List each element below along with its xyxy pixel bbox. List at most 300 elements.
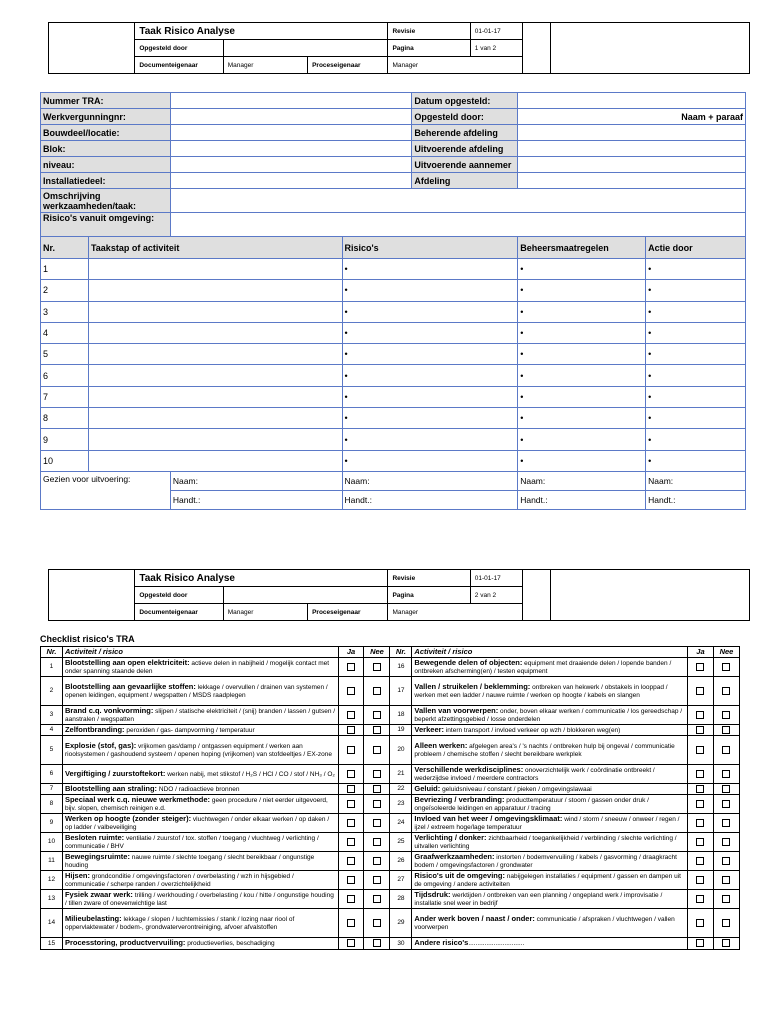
nee-checkbox[interactable]: [373, 857, 381, 865]
ja-checkbox[interactable]: [347, 895, 355, 903]
item-text: werken nabij, met stikstof / H₂S / HCl / CO / stof / NH₃ / O₂: [165, 770, 335, 778]
naam-label-3: Naam:: [518, 471, 646, 490]
item-text: trilling / werkhouding / overbelasting / kou / hitte / ongunstige houding / tillen zware of onevenwichtige last: [64, 891, 334, 907]
checklist-row: [41, 814, 740, 833]
omschrijving-field[interactable]: [170, 189, 745, 213]
ja-checkbox[interactable]: [347, 711, 355, 719]
risico-field[interactable]: [342, 386, 518, 407]
uitvoerende-afdeling-field[interactable]: [518, 141, 746, 157]
item-name: Blootstelling aan open elektriciteit:: [64, 657, 190, 667]
item-name: Fysiek zwaar werk:: [64, 889, 133, 899]
ja-checkbox[interactable]: [696, 785, 704, 793]
handt-label-3: Handt.:: [518, 490, 646, 509]
item-text: zichtbaarheid / toegankelijkheid / verblinding / slechte verlichting / uitvallen verlichting: [414, 834, 677, 850]
item-text: slijpen / statische elektriciteit / (snij) branden / lassen / gutsen / aanstralen / wegspatten: [64, 707, 336, 723]
nee-checkbox[interactable]: [373, 919, 381, 927]
actie-door-field[interactable]: [646, 386, 746, 407]
risicos-omgeving-label: Risico's vanuit omgeving:: [41, 213, 171, 237]
actie-door-field[interactable]: [646, 301, 746, 322]
actie-door-field[interactable]: [646, 429, 746, 450]
ja-checkbox[interactable]: [347, 819, 355, 827]
ja-checkbox[interactable]: [696, 746, 704, 754]
taakstap-field[interactable]: [88, 280, 342, 301]
opgesteld-value: [223, 40, 388, 57]
item-name: Speciaal werk c.q. nieuwe werkmethode:: [64, 794, 211, 804]
item-number: 19: [390, 725, 412, 736]
tra-form: [40, 92, 746, 510]
beheersmaatregel-field[interactable]: [518, 386, 646, 407]
item-text: wind / storm / sneeuw / onweer / regen / ijzel / extreem hoge/lage temperatuur: [414, 815, 680, 831]
proceseigenaar-value: Manager: [388, 57, 523, 74]
ja-checkbox[interactable]: [347, 687, 355, 695]
item-name: Tijdsdruk:: [414, 889, 451, 899]
item-description: [412, 658, 688, 677]
nee-checkbox[interactable]: [722, 746, 730, 754]
item-number: 20: [390, 736, 412, 765]
nee-checkbox[interactable]: [722, 726, 730, 734]
bullet: •: [344, 285, 348, 296]
bullet: •: [648, 391, 652, 402]
item-number: 7: [41, 784, 63, 795]
ja-checkbox[interactable]: [696, 838, 704, 846]
nee-checkbox[interactable]: [373, 726, 381, 734]
beheersmaatregel-field[interactable]: [518, 429, 646, 450]
risico-field[interactable]: [342, 365, 518, 386]
item-name: Blootstelling aan gevaarlijke stoffen:: [64, 681, 196, 691]
ja-checkbox[interactable]: [696, 819, 704, 827]
item-text: lekkage / overvullen / drainen van systemen / openen leidingen, equipment / wegspatten / MSDS raadplegen: [64, 683, 328, 699]
checklist-row: [41, 938, 740, 950]
nee-checkbox[interactable]: [373, 687, 381, 695]
item-description: [412, 795, 688, 814]
item-text: ...............................: [468, 940, 525, 947]
col-ja: Ja: [687, 647, 713, 658]
item-text: lekkage / slopen / luchtemissies / stank / lozing naar riool of oppervlaktewater / bodem-, grondwaterverontreiniging, afvoer afvalstoffen: [64, 915, 295, 931]
col-nr: Nr.: [41, 237, 89, 259]
taakstap-field[interactable]: [88, 408, 342, 429]
ja-checkbox[interactable]: [347, 746, 355, 754]
row-number: 8: [41, 408, 89, 429]
item-number: 29: [390, 909, 412, 938]
actie-door-field[interactable]: [646, 259, 746, 280]
item-name: Risico's uit de omgeving:: [414, 870, 505, 880]
checklist-row: [41, 765, 740, 784]
taakstap-field[interactable]: [88, 365, 342, 386]
actie-door-field[interactable]: [646, 280, 746, 301]
item-name: Vallen / struikelen / beklemming:: [414, 681, 531, 691]
actie-door-field[interactable]: [646, 365, 746, 386]
bullet: •: [648, 413, 652, 424]
nummer-tra-field[interactable]: [170, 93, 411, 109]
document-header-page-2: [48, 569, 750, 621]
bullet: •: [520, 328, 524, 339]
beheersmaatregel-field[interactable]: [518, 259, 646, 280]
bullet: •: [344, 370, 348, 381]
checklist-row: [41, 852, 740, 871]
item-name: Werken op hoogte (zonder steiger):: [64, 813, 192, 823]
risico-field[interactable]: [342, 450, 518, 471]
item-name: Bewegende delen of objecten:: [414, 657, 523, 667]
werkvergunning-label: Werkvergunningnr:: [41, 109, 171, 125]
row-number: 4: [41, 322, 89, 343]
risico-field[interactable]: [342, 301, 518, 322]
nee-checkbox[interactable]: [722, 711, 730, 719]
item-text: ontbreken van hekwerk / obstakels in looppad / werken met een ladder / nauwe ruimte / werken op hoogte / kabels en slangen: [414, 683, 668, 699]
col-actie-door: Actie door: [646, 237, 746, 259]
afdeling-field[interactable]: [518, 173, 746, 189]
omschrijving-label: Omschrijving werkzaamheden/taak:: [41, 189, 171, 213]
bullet: •: [344, 434, 348, 445]
nee-checkbox[interactable]: [722, 687, 730, 695]
tra-row: [41, 365, 746, 386]
ja-checkbox[interactable]: [347, 876, 355, 884]
ja-checkbox[interactable]: [347, 939, 355, 947]
row-number: 10: [41, 450, 89, 471]
checklist-table: [40, 646, 740, 950]
beherende-afdeling-field[interactable]: [518, 125, 746, 141]
nee-checkbox[interactable]: [722, 663, 730, 671]
nee-checkbox[interactable]: [722, 939, 730, 947]
item-description: [412, 938, 688, 950]
bullet: •: [648, 370, 652, 381]
item-text: nauwe ruimte / slechte toegang / slecht bereikbaar / ongunstige houding: [64, 853, 315, 869]
niveau-field[interactable]: [170, 157, 411, 173]
col-nee: Nee: [713, 647, 739, 658]
item-text: grondconditie / omgevingsfactoren / overbelasting / wzh in hijsgebied / communicatie / scherpe randen / overzichtelijkheid: [64, 872, 294, 888]
bullet: •: [520, 391, 524, 402]
actie-door-field[interactable]: [646, 408, 746, 429]
document-title: Taak Risico Analyse: [135, 570, 388, 587]
actie-door-field[interactable]: [646, 450, 746, 471]
bullet: •: [520, 264, 524, 275]
taakstap-field[interactable]: [88, 344, 342, 365]
item-number: 1: [41, 658, 63, 677]
item-text: productieverlies, beschadiging: [185, 940, 275, 947]
taakstap-field[interactable]: [88, 322, 342, 343]
bullet: •: [344, 264, 348, 275]
bouwdeel-field[interactable]: [170, 125, 411, 141]
actie-door-field[interactable]: [646, 322, 746, 343]
item-number: 6: [41, 765, 63, 784]
item-description: [62, 706, 338, 725]
nee-checkbox[interactable]: [373, 746, 381, 754]
item-number: 28: [390, 890, 412, 909]
item-name: Geluid:: [414, 783, 441, 793]
item-description: [412, 814, 688, 833]
nee-checkbox[interactable]: [373, 895, 381, 903]
checklist-row: [41, 909, 740, 938]
ja-checkbox[interactable]: [696, 726, 704, 734]
item-number: 18: [390, 706, 412, 725]
item-number: 13: [41, 890, 63, 909]
nee-checkbox[interactable]: [722, 838, 730, 846]
uitvoerende-afdeling-label: Uitvoerende afdeling: [412, 141, 518, 157]
item-text: onoverzichtelijk werk / coördinatie ontbreekt / wederzijdse invloed / meerdere contractors: [414, 766, 655, 782]
item-description: [62, 833, 338, 852]
nee-checkbox[interactable]: [373, 711, 381, 719]
risicos-omgeving-field[interactable]: [170, 213, 745, 237]
bullet: •: [344, 391, 348, 402]
uitvoerende-aannemer-field[interactable]: [518, 157, 746, 173]
item-description: [412, 871, 688, 890]
item-text: afgelegen area's / 's nachts / ontbreken hulp bij ongeval / communicatie probleem / chemische stoffen / slecht bereikbare werkplek: [414, 742, 675, 758]
tra-row: [41, 301, 746, 322]
bullet: •: [520, 434, 524, 445]
col-beheersmaatregelen: Beheersmaatregelen: [518, 237, 646, 259]
risico-field[interactable]: [342, 344, 518, 365]
naam-label-2: Naam:: [342, 471, 518, 490]
item-name: Brand c.q. vonkvorming:: [64, 705, 154, 715]
installatiedeel-field[interactable]: [170, 173, 411, 189]
item-number: 4: [41, 725, 63, 736]
tra-row: [41, 386, 746, 407]
nee-checkbox[interactable]: [373, 785, 381, 793]
ja-checkbox[interactable]: [347, 785, 355, 793]
row-number: 3: [41, 301, 89, 322]
niveau-label: niveau:: [41, 157, 171, 173]
item-description: [62, 871, 338, 890]
col-activiteit: Activiteit / risico: [62, 647, 338, 658]
ja-checkbox[interactable]: [696, 857, 704, 865]
item-description: [62, 852, 338, 871]
item-description: [412, 765, 688, 784]
item-text: nabijgelegen installaties / equipment / gassen en dampen uit de omgeving / andere activiteiten: [414, 872, 681, 888]
item-description: [412, 890, 688, 909]
col-taakstap: Taakstap of activiteit: [88, 237, 342, 259]
nee-checkbox[interactable]: [722, 919, 730, 927]
col-risicos: Risico's: [342, 237, 518, 259]
beheersmaatregel-field[interactable]: [518, 365, 646, 386]
naam-label-4: Naam:: [646, 471, 746, 490]
installatiedeel-label: Installatiedeel:: [41, 173, 171, 189]
ja-checkbox[interactable]: [696, 895, 704, 903]
nee-checkbox[interactable]: [722, 770, 730, 778]
item-text: vrijkomen gas/damp / ontgassen equipment / werken aan rioolsystemen / gashoudend systeem / openen hoping (vrijkomen) van stofdeeltjes / EX-zone: [64, 742, 332, 758]
taakstap-field[interactable]: [88, 450, 342, 471]
risico-field[interactable]: [342, 259, 518, 280]
taakstap-field[interactable]: [88, 429, 342, 450]
ja-checkbox[interactable]: [347, 857, 355, 865]
risico-field[interactable]: [342, 408, 518, 429]
item-description: [62, 795, 338, 814]
beheersmaatregel-field[interactable]: [518, 280, 646, 301]
beheersmaatregel-field[interactable]: [518, 450, 646, 471]
item-description: [62, 658, 338, 677]
proceseigenaar-label: Proceseigenaar: [308, 57, 388, 74]
item-description: [412, 784, 688, 795]
ja-checkbox[interactable]: [347, 800, 355, 808]
taakstap-field[interactable]: [88, 259, 342, 280]
naam-label-1: Naam:: [170, 471, 342, 490]
item-text: equipment met draaiende delen / lopende banden / ontbreken afscherming(en) / testen equipment: [414, 659, 672, 675]
item-description: [412, 833, 688, 852]
item-text: NDO / radioactieve bronnen: [157, 785, 240, 793]
checklist-row: [41, 890, 740, 909]
row-number: 5: [41, 344, 89, 365]
bullet: •: [344, 413, 348, 424]
ja-checkbox[interactable]: [347, 726, 355, 734]
nummer-tra-label: Nummer TRA:: [41, 93, 171, 109]
bullet: •: [344, 328, 348, 339]
ja-checkbox[interactable]: [347, 919, 355, 927]
pagina-label: Pagina: [388, 40, 470, 57]
nee-checkbox[interactable]: [373, 838, 381, 846]
checklist-row: [41, 658, 740, 677]
checklist-row: [41, 871, 740, 890]
beheersmaatregel-field[interactable]: [518, 408, 646, 429]
item-number: 30: [390, 938, 412, 950]
item-name: Alleen werken:: [414, 740, 468, 750]
handt-label-2: Handt.:: [342, 490, 518, 509]
item-name: Processtoring, productvervuiling:: [64, 938, 186, 947]
nee-checkbox[interactable]: [722, 785, 730, 793]
ja-checkbox[interactable]: [696, 919, 704, 927]
nee-checkbox[interactable]: [722, 819, 730, 827]
beheersmaatregel-field[interactable]: [518, 344, 646, 365]
documenteigenaar-value: Manager: [223, 604, 307, 621]
checklist-row: [41, 795, 740, 814]
bullet: •: [520, 455, 524, 466]
item-text: peroxiden / gas- dampvorming / temperatuur: [124, 726, 255, 734]
bullet: •: [648, 434, 652, 445]
actie-door-field[interactable]: [646, 344, 746, 365]
ja-checkbox[interactable]: [696, 687, 704, 695]
bullet: •: [520, 306, 524, 317]
revisie-label: Revisie: [388, 23, 470, 40]
bullet: •: [648, 455, 652, 466]
item-name: Hijsen:: [64, 870, 90, 880]
bullet: •: [648, 349, 652, 360]
item-number: 27: [390, 871, 412, 890]
item-number: 17: [390, 677, 412, 706]
nee-checkbox[interactable]: [722, 857, 730, 865]
row-number: 6: [41, 365, 89, 386]
handt-label-4: Handt.:: [646, 490, 746, 509]
documenteigenaar-label: Documenteigenaar: [135, 57, 223, 74]
blok-label: Blok:: [41, 141, 171, 157]
item-text: actieve delen in nabijheid / mogelijk contact met onder spanning staande delen: [64, 659, 330, 675]
item-number: 21: [390, 765, 412, 784]
blok-field[interactable]: [170, 141, 411, 157]
document-header-page-1: [48, 22, 750, 74]
item-name: Graafwerkzaamheden:: [414, 851, 495, 861]
col-nee: Nee: [364, 647, 390, 658]
ja-checkbox[interactable]: [696, 663, 704, 671]
bullet: •: [344, 349, 348, 360]
tra-row: [41, 344, 746, 365]
bullet: •: [520, 370, 524, 381]
beheersmaatregel-field[interactable]: [518, 301, 646, 322]
datum-field[interactable]: [518, 93, 746, 109]
tra-row: [41, 259, 746, 280]
item-number: 22: [390, 784, 412, 795]
row-number: 9: [41, 429, 89, 450]
ja-checkbox[interactable]: [696, 939, 704, 947]
ja-checkbox[interactable]: [696, 876, 704, 884]
nee-checkbox[interactable]: [722, 800, 730, 808]
nee-checkbox[interactable]: [373, 819, 381, 827]
col-nr: Nr.: [390, 647, 412, 658]
item-name: Verkeer:: [414, 724, 445, 734]
tra-row: [41, 408, 746, 429]
proceseigenaar-label: Proceseigenaar: [308, 604, 388, 621]
werkvergunning-field[interactable]: [170, 109, 411, 125]
ja-checkbox[interactable]: [696, 770, 704, 778]
tra-row: [41, 450, 746, 471]
opgesteld-label: Opgesteld door: [135, 40, 223, 57]
risico-field[interactable]: [342, 280, 518, 301]
ja-checkbox[interactable]: [696, 711, 704, 719]
nee-checkbox[interactable]: [722, 895, 730, 903]
item-number: 26: [390, 852, 412, 871]
item-description: [412, 677, 688, 706]
item-number: 5: [41, 736, 63, 765]
item-text: vluchtwegen / onder elkaar werken / op daken / op ladder / valbeveiliging: [64, 815, 330, 831]
ja-checkbox[interactable]: [347, 663, 355, 671]
logo-placeholder: [49, 23, 135, 74]
item-description: [62, 677, 338, 706]
row-number: 7: [41, 386, 89, 407]
item-text: communicatie / afspraken / vluchtwegen / vallen voorwerpen: [414, 915, 675, 931]
checklist-row: [41, 706, 740, 725]
item-description: [62, 765, 338, 784]
nee-checkbox[interactable]: [722, 876, 730, 884]
nee-checkbox[interactable]: [373, 939, 381, 947]
item-name: Verlichting / donker:: [414, 832, 487, 842]
item-number: 10: [41, 833, 63, 852]
revisie-label: Revisie: [388, 570, 470, 587]
risico-field[interactable]: [342, 429, 518, 450]
risico-field[interactable]: [342, 322, 518, 343]
item-description: [412, 725, 688, 736]
item-description: [412, 706, 688, 725]
item-text: instorten / bodemvervuiling / kabels / gasvorming / draagkracht bodem / omgevingsfactoren / grondwater: [414, 853, 677, 869]
nee-checkbox[interactable]: [373, 876, 381, 884]
taakstap-field[interactable]: [88, 301, 342, 322]
nee-checkbox[interactable]: [373, 663, 381, 671]
item-description: [62, 736, 338, 765]
item-name: Bewegingsruimte:: [64, 851, 130, 861]
ja-checkbox[interactable]: [696, 800, 704, 808]
document-title: Taak Risico Analyse: [135, 23, 388, 40]
bullet: •: [344, 455, 348, 466]
nee-checkbox[interactable]: [373, 800, 381, 808]
col-ja: Ja: [338, 647, 364, 658]
item-number: 3: [41, 706, 63, 725]
item-number: 12: [41, 871, 63, 890]
ja-checkbox[interactable]: [347, 770, 355, 778]
beheersmaatregel-field[interactable]: [518, 322, 646, 343]
item-name: Vallen van voorwerpen:: [414, 705, 499, 715]
item-name: Bevriezing / verbranding:: [414, 794, 505, 804]
tra-row: [41, 322, 746, 343]
opgesteld-value: [223, 587, 388, 604]
bullet: •: [648, 306, 652, 317]
item-name: Besloten ruimte:: [64, 832, 125, 842]
item-name: Vergiftiging / zuurstoftekort:: [64, 768, 166, 778]
opgesteld-door-label: Opgesteld door:: [412, 109, 518, 125]
item-description: [62, 890, 338, 909]
logo-placeholder: [49, 570, 135, 621]
checklist-title: Checklist risico's TRA: [40, 634, 135, 644]
ja-checkbox[interactable]: [347, 838, 355, 846]
revisie-value: 01-01-17: [470, 23, 522, 40]
taakstap-field[interactable]: [88, 386, 342, 407]
item-name: Zelfontbranding:: [64, 724, 125, 734]
item-number: 14: [41, 909, 63, 938]
nee-checkbox[interactable]: [373, 770, 381, 778]
checklist-row: [41, 677, 740, 706]
